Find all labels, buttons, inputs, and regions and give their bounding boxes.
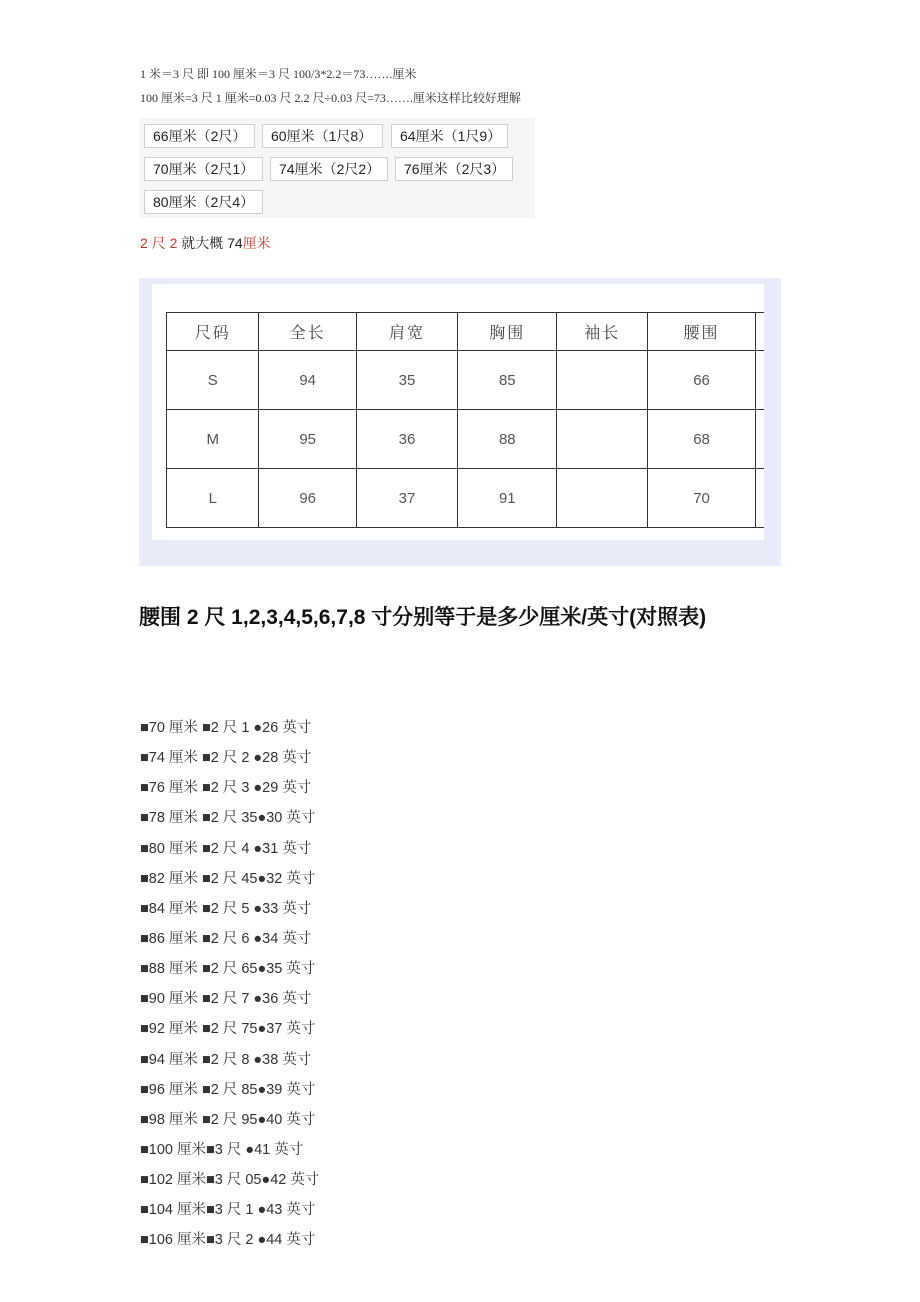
list-item: ■74 厘米 ■2 尺 2 ●28 英寸 [140, 750, 312, 767]
header-cell: 袖长 [557, 313, 648, 351]
header-cell: 胸围 [458, 313, 557, 351]
conversion-list [140, 718, 319, 1261]
table-cell: L [167, 469, 259, 528]
size-table [166, 312, 764, 528]
table-row [167, 410, 765, 469]
header-cell: 全长 [259, 313, 356, 351]
size-chart-panel [152, 284, 764, 540]
table-cell: 68 [647, 410, 755, 469]
size-tag-panel [139, 118, 535, 218]
table-cell [557, 410, 648, 469]
table-cell [756, 410, 764, 469]
intro-line-1: 1 米＝3 尺 即 100 厘米＝3 尺 100/3*2.2＝73…….厘米 [140, 67, 417, 81]
size-tag[interactable]: 60厘米（1尺8） [262, 124, 383, 148]
list-item: ■100 厘米■3 尺 ●41 英寸 [140, 1141, 304, 1158]
table-cell: 91 [458, 469, 557, 528]
page-title: 腰围 2 尺 1,2,3,4,5,6,7,8 寸分别等于是多少厘米/英寸(对照表) [139, 606, 707, 629]
size-tag[interactable]: 70厘米（2尺1） [144, 157, 263, 181]
header-cell: 尺码 [167, 313, 259, 351]
list-item: ■96 厘米 ■2 尺 85●39 英寸 [140, 1081, 316, 1098]
table-cell [756, 469, 764, 528]
list-item: ■88 厘米 ■2 尺 65●35 英寸 [140, 961, 316, 978]
table-cell: 96 [259, 469, 356, 528]
list-item: ■76 厘米 ■2 尺 3 ●29 英寸 [140, 780, 312, 797]
size-tag[interactable]: 66厘米（2尺） [144, 124, 255, 148]
list-item: ■80 厘米 ■2 尺 4 ●31 英寸 [140, 840, 312, 857]
size-tag[interactable]: 80厘米（2尺4） [144, 190, 263, 214]
approx-note [140, 233, 271, 253]
list-item: ■70 厘米 ■2 尺 1 ●26 英寸 [140, 720, 312, 736]
table-cell: M [167, 410, 259, 469]
header-cell: 肩宽 [356, 313, 457, 351]
table-cell: 70 [647, 469, 755, 528]
list-item: ■90 厘米 ■2 尺 7 ●36 英寸 [140, 991, 312, 1008]
table-cell [557, 351, 648, 410]
table-cell: 37 [356, 469, 457, 528]
note-part-1: 2 尺 2 [140, 235, 178, 251]
table-cell: 35 [356, 351, 457, 410]
list-item: ■98 厘米 ■2 尺 95●40 英寸 [140, 1111, 316, 1128]
table-cell: 85 [458, 351, 557, 410]
list-item: ■92 厘米 ■2 尺 75●37 英寸 [140, 1021, 316, 1038]
size-chart-image [139, 278, 781, 566]
list-item: ■84 厘米 ■2 尺 5 ●33 英寸 [140, 900, 312, 917]
list-item: ■102 厘米■3 尺 05●42 英寸 [140, 1172, 320, 1189]
table-cell: 66 [647, 351, 755, 410]
list-item: ■106 厘米■3 尺 2 ●44 英寸 [140, 1232, 316, 1249]
table-cell: 36 [356, 410, 457, 469]
table-row [167, 351, 765, 410]
size-tag[interactable]: 76厘米（2尺3） [395, 157, 513, 181]
size-tag[interactable]: 64厘米（1尺9） [391, 124, 508, 148]
list-item: ■82 厘米 ■2 尺 45●32 英寸 [140, 870, 316, 887]
list-item: ■94 厘米 ■2 尺 8 ●38 英寸 [140, 1051, 312, 1068]
list-item: ■78 厘米 ■2 尺 35●30 英寸 [140, 810, 316, 827]
table-row [167, 469, 765, 528]
size-tag[interactable]: 74厘米（2尺2） [270, 157, 388, 181]
note-part-2: 就大概 74 [181, 235, 243, 251]
table-cell: S [167, 351, 259, 410]
intro-line-2: 100 厘米=3 尺 1 厘米=0.03 尺 2.2 尺÷0.03 尺=73…….厘米这样比较好理解 [140, 91, 521, 105]
header-cell [756, 313, 764, 351]
list-item: ■104 厘米■3 尺 1 ●43 英寸 [140, 1202, 316, 1219]
list-item: ■86 厘米 ■2 尺 6 ●34 英寸 [140, 930, 312, 947]
table-header-row [167, 313, 765, 351]
table-cell: 94 [259, 351, 356, 410]
table-cell: 88 [458, 410, 557, 469]
table-cell [557, 469, 648, 528]
table-cell: 95 [259, 410, 356, 469]
note-part-3: 厘米 [242, 235, 271, 251]
header-cell: 腰围 [647, 313, 755, 351]
table-cell [756, 351, 764, 410]
